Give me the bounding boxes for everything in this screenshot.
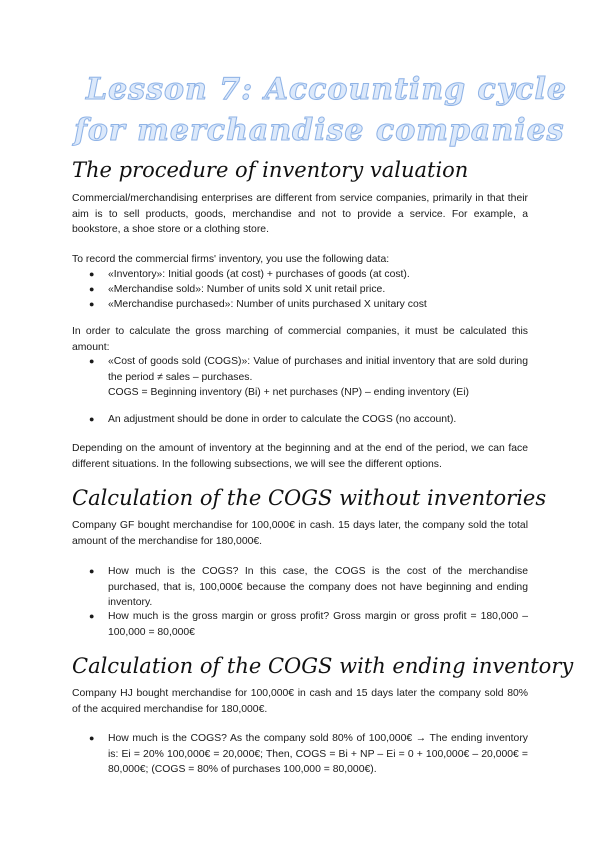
example-gf-paragraph: Company GF bought merchandise for 100,000€ in cash. 15 days later, the company sold the total amount of the merchandise for 180,000€. [72, 520, 528, 547]
example-hj-paragraph: Company HJ bought merchandise for 100,000€ in cash and 15 days later the company sold 80% of the acquired merchandise for 180,000€. [72, 688, 528, 715]
lesson-title-line-1: Lesson 7: Accounting cycle [86, 72, 567, 107]
bullet-icon: ● [89, 299, 95, 309]
list-item-merchandise-purchased: ● «Merchandise purchased»: Number of units purchased X unitary cost [89, 297, 528, 313]
record-intro-paragraph: To record the commercial firms' inventory, you use the following data: [72, 254, 390, 265]
section-heading-inventory-valuation: The procedure of inventory valuation [72, 158, 469, 182]
bullet-icon: ● [89, 414, 95, 424]
bullet-icon: ● [89, 566, 95, 576]
depending-paragraph: Depending on the amount of inventory at the beginning and at the end of the period, we can face different situations. In the following subsections, we will see the different options. [72, 443, 528, 470]
cogs-formula: COGS = Beginning inventory (Bi) + net purchases (NP) – ending inventory (Ei) [108, 387, 469, 398]
list-item-merchandise-sold: ● «Merchandise sold»: Number of units sold X unit retail price. [89, 282, 528, 298]
list-item-cogs-definition: ● «Cost of goods sold (COGS)»: Value of purchases and initial inventory that are sold during the period ≠ sales – purchases. COGS = Beginning inventory (Bi) + net purchases (NP) – ending inventory (Ei) [89, 354, 528, 401]
gross-intro-paragraph: In order to calculate the gross marching of commercial companies, it must be calculated this amount: [72, 326, 528, 353]
intro-paragraph: Commercial/merchandising enterprises are different from service companies, primarily in that their aim is to sell products, goods, merchandise and not to provide a service. For example, a bookstore, a shoe store or a clothing store. [72, 193, 528, 235]
lesson-title-line-2: for merchandise companies [74, 113, 565, 148]
bullet-icon: ● [89, 733, 95, 743]
section-heading-cogs-without-inventories: Calculation of the COGS without inventories [72, 486, 547, 510]
bullet-icon: ● [89, 356, 95, 366]
bullet-icon: ● [89, 269, 95, 279]
list-item-cogs-question-gf: ● How much is the COGS? In this case, the COGS is the cost of the merchandise purchased, that is, 100,000€ because the company does not have beginning and ending inventory. [89, 566, 528, 608]
bullet-icon: ● [89, 284, 95, 294]
list-item-inventory: ● «Inventory»: Initial goods (at cost) + purchases of goods (at cost). [89, 267, 528, 283]
bullet-icon: ● [89, 611, 95, 621]
list-item-adjustment: ● An adjustment should be done in order to calculate the COGS (no account). [89, 412, 528, 428]
list-item-gross-margin-question-gf: ● How much is the gross margin or gross profit? Gross margin or gross profit = 180,000 – 100,000 = 80,000€ [89, 611, 528, 638]
list-item-cogs-question-hj: ● How much is the COGS? As the company sold 80% of 100,000€ → The ending inventory is: Ei = 20% 100,000€ = 20,000€; Then, COGS = Bi + NP – Ei = 0 + 100,000€ – 20,000€ = 80,000€; (COGS = 80% of purchases 100,000 = 80,000€). [89, 733, 528, 775]
section-heading-cogs-with-ending-inventory: Calculation of the COGS with ending inventory [72, 654, 574, 678]
